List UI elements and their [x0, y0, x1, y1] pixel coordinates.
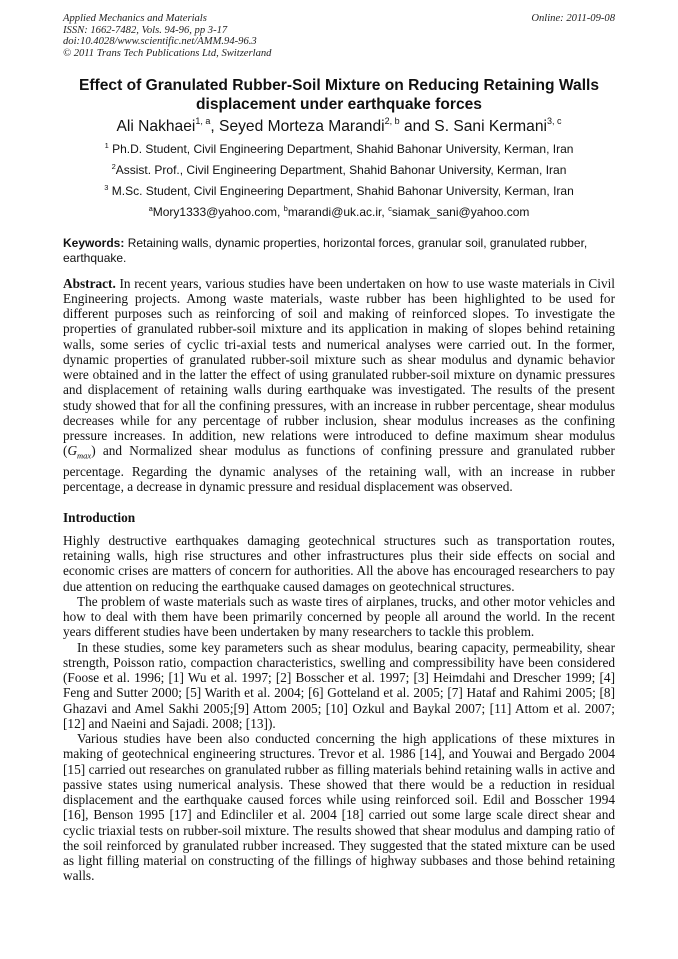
online-date: Online: 2011-09-08	[531, 13, 615, 24]
intro-paragraph: The problem of waste materials such as waste tires of airplanes, trucks, and other motor vehicles and how to deal with them have been primarily concerned by people all around the world. In the recent years different studies have been undertaken by many researchers to tackle this problem.	[63, 593, 615, 640]
gmax-subscript: max	[77, 450, 92, 461]
affil-marker: 1	[104, 141, 109, 151]
author-affil-marker: 2, b	[384, 116, 400, 127]
paper-title: Effect of Granulated Rubber-Soil Mixture on Reducing Retaining Walls displacement under earthquake forces	[78, 77, 600, 114]
intro-paragraph: Highly destructive earthquakes damaging geotechnical structures such as transportation routes, retaining walls, high rise structures and other infrastructures plus their side effects on social and economic crises are matters of concern for authorities. All the above has encouraged researchers to pay due attention on reducing the earthquake caused damages on geotechnical structures.	[63, 532, 615, 594]
affil-text: M.Sc. Student, Civil Engineering Department, Shahid Bahonar University, Kerman, Iran	[108, 184, 574, 199]
author-name: S. Sani Kermani	[434, 118, 547, 136]
affil-marker: 2	[111, 162, 116, 172]
section-heading-introduction: Introduction	[63, 509, 136, 525]
journal-name: Applied Mechanics and Materials	[63, 13, 207, 24]
email-marker: b	[283, 204, 288, 214]
abstract	[63, 276, 615, 495]
keywords-label: Keywords:	[63, 236, 125, 251]
introduction-section	[63, 510, 615, 884]
affiliation-3	[63, 181, 615, 202]
author-affil-marker: 3, c	[546, 116, 562, 127]
email-separator: ,	[381, 205, 389, 220]
affil-text: Ph.D. Student, Civil Engineering Department, Shahid Bahonar University, Kerman, Iran	[108, 142, 574, 157]
email-link[interactable]: siamak_sani@yahoo.com	[391, 205, 530, 220]
affil-text: Assist. Prof., Civil Engineering Department, Shahid Bahonar University, Kerman, Iran	[115, 163, 567, 178]
journal-header	[63, 13, 615, 59]
keywords	[63, 236, 615, 265]
doi-line[interactable]: doi:10.4028/www.scientific.net/AMM.94-96.3	[63, 36, 257, 48]
intro-paragraph: Various studies have been also conducted concerning the high applications of these mixtures in making of geotechnical engineering structures. Trevor et al. 1986 [14], and Youwai and Bergado 2004 [15] carried out researches on granulated rubber as filling materials behind retaining walls in active and passive states using numerical analysis. These showed that there would be a reduction in residual displacement and the earthquake caused forces while using reinforced soil. Edil and Bosscher 1994 [16], Benson 1995 [17] and Edincliler et al. 2004 [18] carried out some large scale direct shear and cyclic triaxial tests on rubber-soil mixture. The results showed that shear modulus and damping ratio of the soil reinforced by granulated rubber increased. They suggested that the stated mixture can be used as light filling material on constructing of the fillings of highway subbases and those behind retaining walls.	[63, 731, 615, 884]
keywords-text: Retaining walls, dynamic properties, horizontal forces, granular soil, granulated rubber, earthquake.	[63, 236, 588, 265]
author-name: Seyed Morteza Marandi	[219, 118, 385, 136]
affiliation-list	[63, 139, 615, 223]
email-link[interactable]: marandi@uk.ac.ir	[287, 205, 382, 220]
abstract-label: Abstract.	[63, 275, 116, 291]
gmax-letter: G	[67, 443, 78, 459]
abstract-text-part1: In recent years, various studies have been undertaken on how to use waste materials in Civil Engineering projects. Among waste materials, waste rubber has been highlighted to be used for different purposes such as reinforcing of soil and making of reinforced slopes. To investigate the properties of granulated rubber-soil mixture and its application in making of slopes behind retaining walls, some series of cyclic tri-axial tests and numerical analyses were carried out. In the former, dynamic properties of granulated rubber-soil mixture such as shear modulus and dynamic behavior were obtained and in the latter the effect of using granulated rubber-soil mixture on dynamic pressures and displacement of retaining walls during earthquake was investigated. The results of the present study showed that for all the confining pressures, with an increase in rubber percentage, shear modulus decreases while for any percentage of rubber inclusion, shear modulus increases as the confining pressure increases. In addition, new relations were introduced to define maximum shear modulus (	[63, 275, 615, 459]
abstract-text-part2: ) and Normalized shear modulus as functions of confining pressure and granulated rubber percentage. Regarding the dynamic analyses of the retaining wall, with an increase in rubber percentage, a decrease in dynamic pressure and residual displacement was observed.	[63, 443, 615, 495]
copyright-line: © 2011 Trans Tech Publications Ltd, Switzerland	[63, 47, 272, 59]
author-separator: and	[399, 118, 435, 136]
affil-marker: 3	[104, 183, 109, 193]
author-name: Ali Nakhaei	[116, 118, 196, 136]
email-marker: a	[148, 204, 153, 214]
author-list	[63, 117, 615, 136]
email-list	[63, 202, 615, 223]
affiliation-1	[63, 139, 615, 160]
author-separator: ,	[210, 118, 220, 136]
gmax-symbol	[67, 443, 92, 461]
intro-paragraph: In these studies, some key parameters such as shear modulus, bearing capacity, permeability, shear strength, Poisson ratio, compaction characteristics, swelling and compressibility have been considered (Foose et al. 1996; [1] Wu et al. 1997; [2] Bosscher et al. 1997; [3] Heimdahi and Drescher 1999; [4] Feng and Sutter 2000; [5] Warith et al. 2004; [6] Gotteland et al. 2005; [7] Hataf and Rahimi 2005; [8] Ghazavi and Amel Sakhi 2005;[9] Attom 2005; [10] Ozkul and Baykal 2007; [11] Attom et al. 2007; [12] and Naeini and Sajadi. 2008; [13]).	[63, 639, 615, 731]
paper-page	[63, 13, 615, 884]
email-separator: ,	[277, 205, 284, 220]
affiliation-2	[63, 160, 615, 181]
author-affil-marker: 1, a	[195, 116, 211, 127]
email-link[interactable]: Mory1333@yahoo.com	[152, 205, 277, 220]
email-marker: c	[388, 204, 392, 214]
issn-line: ISSN: 1662-7482, Vols. 94-96, pp 3-17	[63, 24, 228, 36]
